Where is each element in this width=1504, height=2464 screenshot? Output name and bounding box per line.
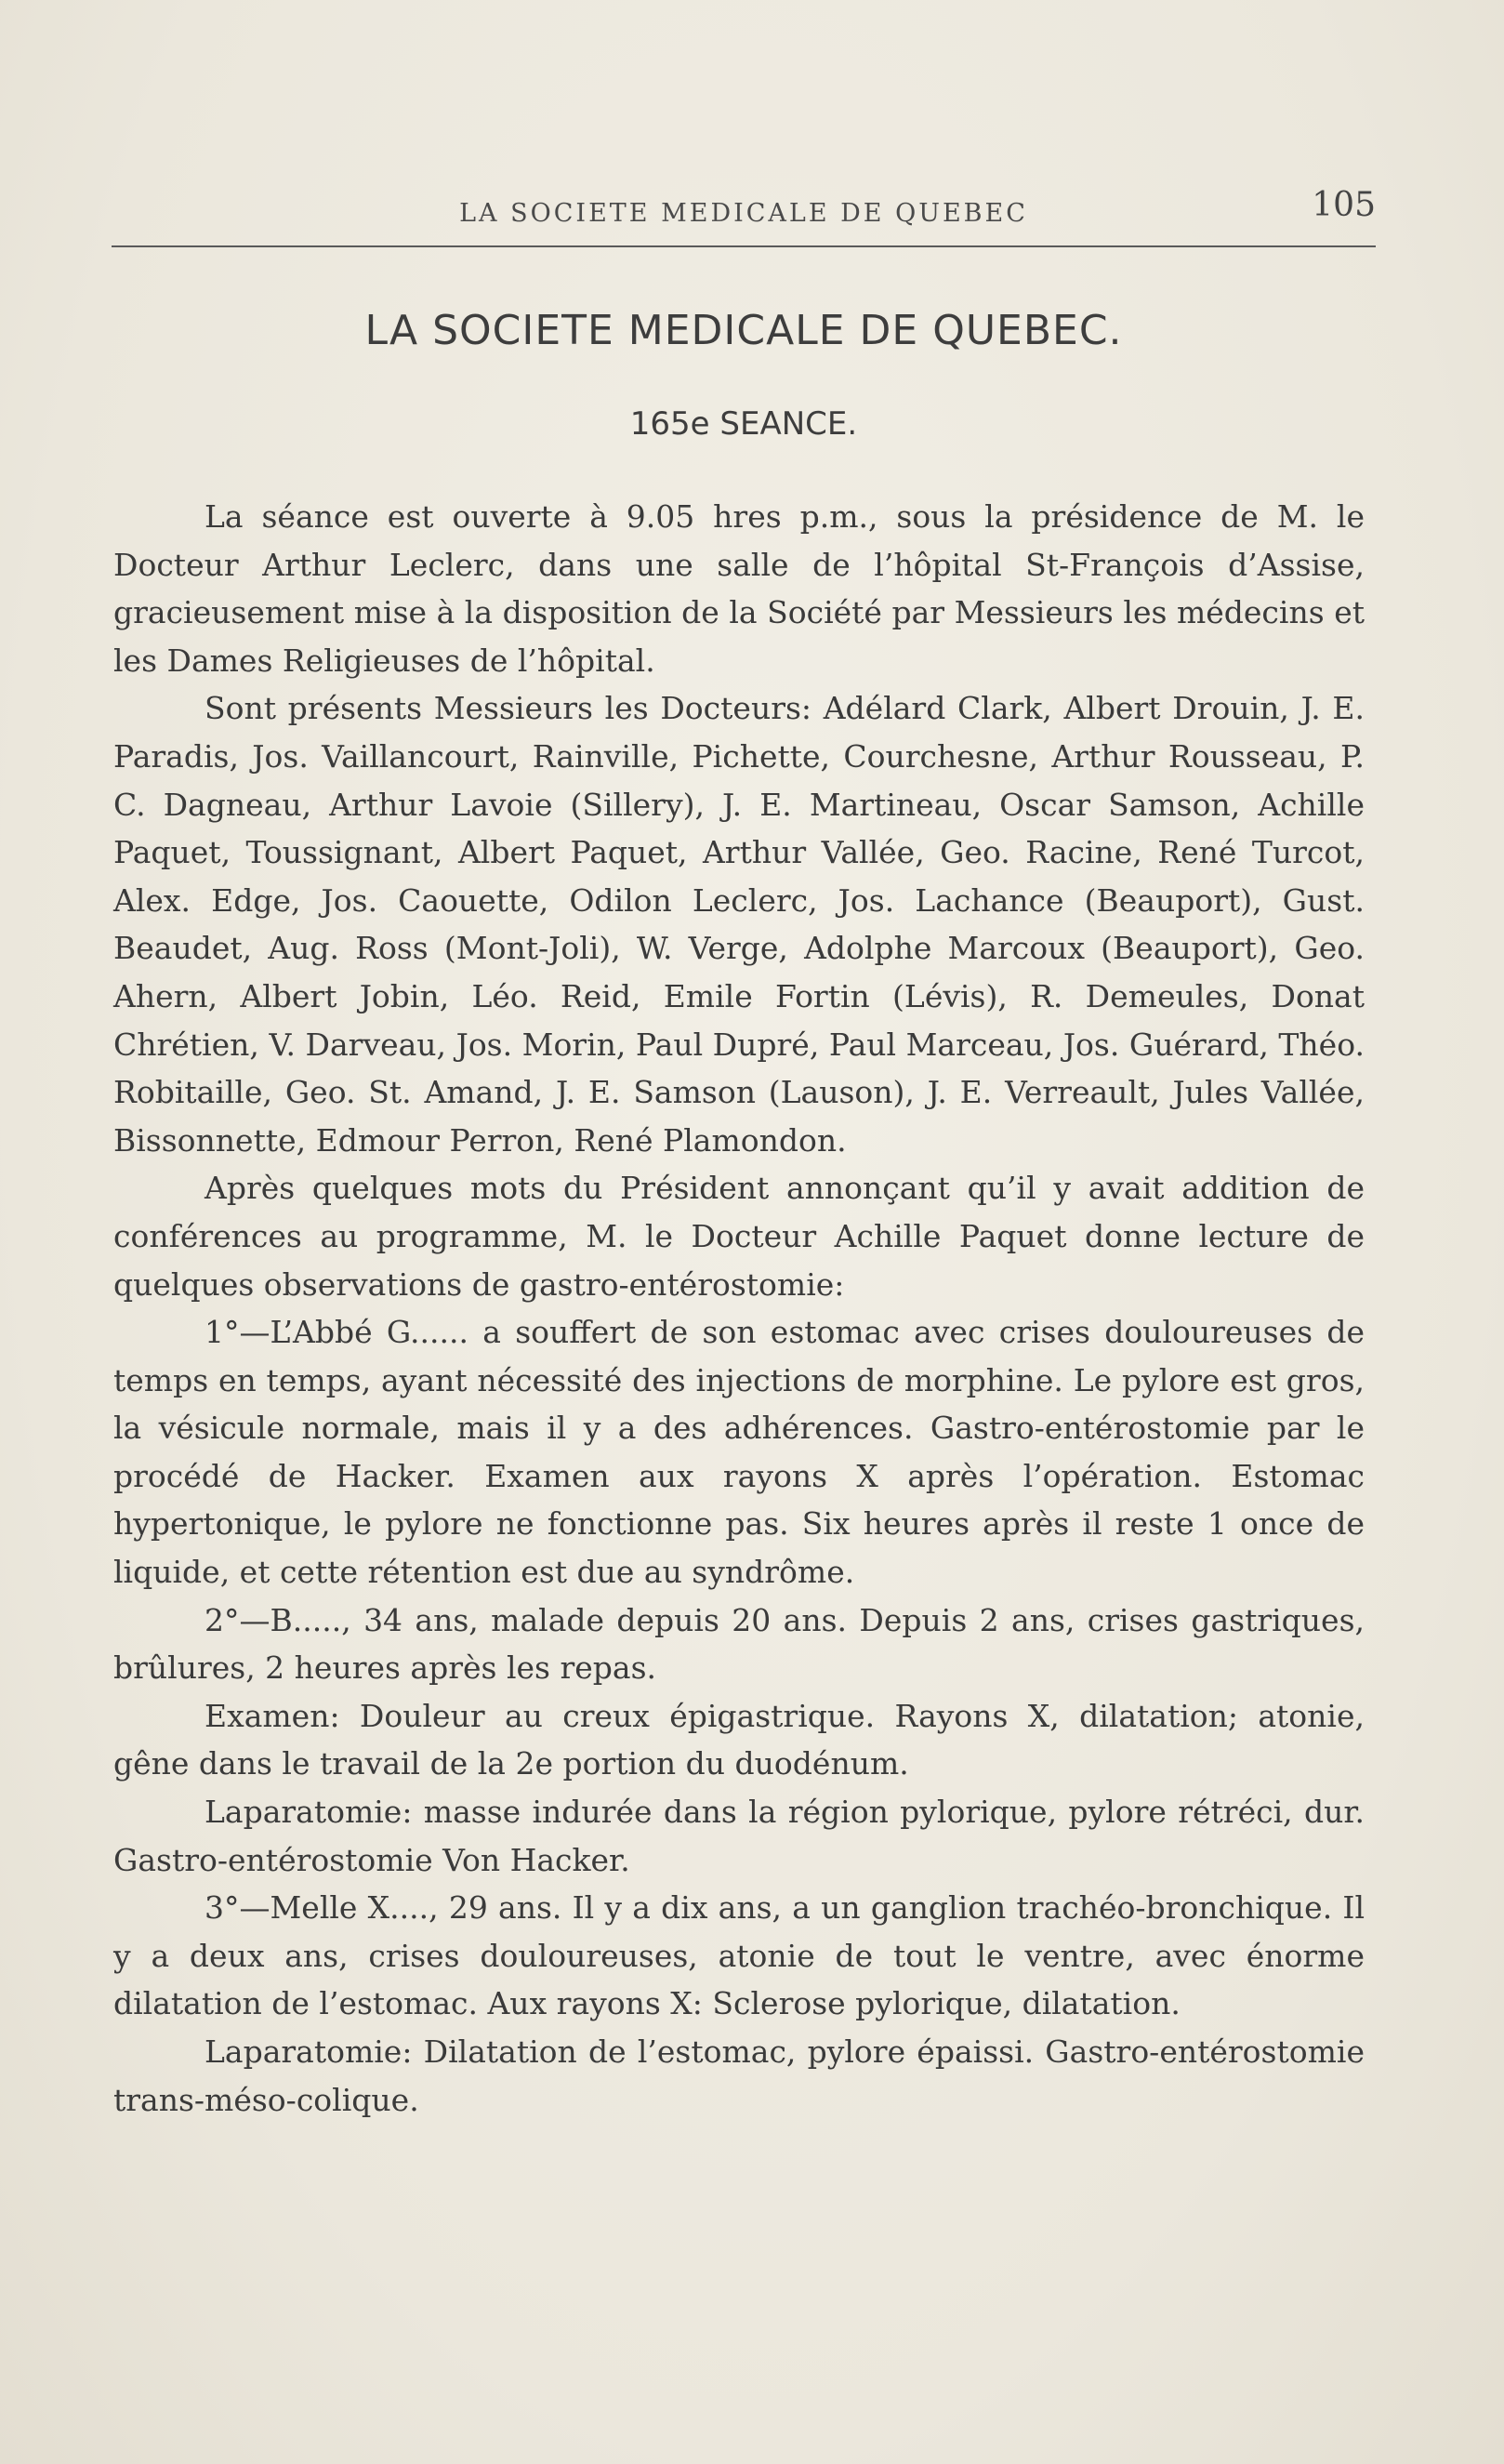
paragraph-case-1: 1°—L’Abbé G...... a souffert de son estomac avec crises douloureuses de temps en temps, ayant nécessité des injections de morphine. Le pylore est gros, la vésicule normale, mais il y a des adhérences. Gastro-entérostomie par le procédé de Hacker. Examen aux rayons X après l’opération. Estomac hypertonique, le pylore ne fonctionne pas. Six heures après il reste 1 once de liquide, et cette rétention est due au syndrôme. bbox=[113, 1314, 1365, 1591]
paragraph-case-2-exam: Examen: Douleur au creux épigastrique. Rayons X, dilatation; atonie, gêne dans le travail de la 2e portion du duodénum. bbox=[113, 1697, 1365, 1782]
paragraph-case-2-surgery: Laparatomie: masse indurée dans la région pylorique, pylore rétréci, dur. Gastro-entérostomie Von Hacker. bbox=[113, 1794, 1365, 1878]
paragraph-attendees: Sont présents Messieurs les Docteurs: Adélard Clark, Albert Drouin, J. E. Paradis, Jos. Vaillancourt, Rainville, Pichette, Courchesne, Arthur Rousseau, P. C. Dagneau, Arthur Lavoie (Sillery), J. E. Martineau, Oscar Samson, Achille Paquet, Toussignant, Albert Paquet, Arthur Vallée, Geo. Racine, René Turcot, Alex. Edge, Jos. Caouette, Odilon Leclerc, Jos. Lachance (Beauport), Gust. Beaudet, Aug. Ross (Mont-Joli), W. Verge, Adolphe Marcoux (Beauport), Geo. Ahern, Albert Jobin, Léo. Reid, Emile Fortin (Lévis), R. Demeules, Donat Chrétien, V. Darveau, Jos. Morin, Paul Dupré, Paul Marceau, Jos. Guérard, Théo. Robitaille, Geo. St. Amand, J. E. Samson (Lauson), J. E. Verreault, Jules Vallée, Bissonnette, Edmour Perron, René Plamondon. bbox=[113, 690, 1365, 1159]
paragraph-case-3-surgery: Laparatomie: Dilatation de l’estomac, pylore épaissi. Gastro-entérostomie trans-méso-colique. bbox=[113, 2033, 1365, 2118]
article-title: LA SOCIETE MEDICALE DE QUEBEC. bbox=[364, 307, 1123, 354]
paragraph-opening: La séance est ouverte à 9.05 hres p.m., sous la présidence de M. le Docteur Arthur Leclerc, dans une salle de l’hôpital St-François d’Assise, gracieusement mise à la disposition de la Société par Messieurs les médecins et les Dames Religieuses de l’hôpital. bbox=[113, 498, 1365, 679]
running-title: LA SOCIETE MEDICALE DE QUEBEC bbox=[459, 199, 1028, 228]
running-header bbox=[112, 182, 1376, 244]
article-body bbox=[113, 493, 1365, 2124]
header-rule bbox=[112, 245, 1376, 247]
page-number: 105 bbox=[1312, 186, 1376, 224]
paragraph-case-3: 3°—Melle X...., 29 ans. Il y a dix ans, a un ganglion trachéo-bronchique. Il y a deux ans, crises douloureuses, atonie de tout le ventre, avec énorme dilatation de l’estomac. Aux rayons X: Sclerose pylorique, dilatation. bbox=[113, 1889, 1365, 2022]
paragraph-case-2: 2°—B....., 34 ans, malade depuis 20 ans. Depuis 2 ans, crises gastriques, brûlures, 2 heures après les repas. bbox=[113, 1601, 1365, 1687]
session-subtitle: 165e SEANCE. bbox=[629, 405, 858, 443]
paragraph-president-remarks: Après quelques mots du Président annonçant qu’il y avait addition de conférences au programme, M. le Docteur Achille Paquet donne lecture de quelques observations de gastro-entérostomie: bbox=[113, 1170, 1365, 1303]
